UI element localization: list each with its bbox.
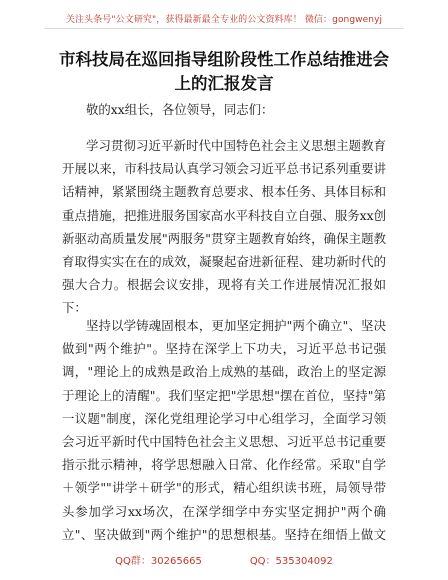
title-line-1: 市科技局在巡回指导组阶段性工作总结推进会	[59, 50, 389, 69]
footer-contact	[0, 552, 448, 567]
document-title	[58, 48, 390, 96]
header-promo-note: 关注头条号"公文研究"，获得最新最全专业的公文资料库！ 微信：gongwenyj	[65, 15, 383, 25]
footer-qq: QQ：535304092	[249, 556, 333, 567]
header-divider	[44, 28, 404, 29]
title-line-2: 上的汇报发言	[174, 74, 274, 93]
body-paragraph-1: 学习贯彻习近平新时代中国特色社会主义思想主题教育开展以来，市科技局认真学习领会习近平总书记系列重要讲话精神，紧紧围绕主题教育总要求、根本任务、具体目标和重点措施，把推进服务国家高水平科技自立自强、服务xx创新驱动高质量发展"两服务"贯穿主题教育始终，确保主题教育取得实实在在的成效，凝聚起奋进新征程、建功新时代的强大合力。根据会议安排，现将有关工作进展情况汇报如下：	[62, 138, 386, 316]
salutation: 敬的xx组长，各位领导，同志们：	[86, 102, 274, 117]
footer-qq-group: QQ群：30265665	[115, 556, 202, 567]
body-paragraph-2: 坚持以学铸魂固根本，更加坚定拥护"两个确立"、坚决做到"两个维护"。坚持在深学上下功夫，习近平总书记强调，"理论上的成熟是政治上成熟的基础，政治上的坚定源于理论上的清醒"。我们坚定把"学思想"摆在首位，坚持"第一议题"制度，深化党组理论学习中心组学习，全面学习领会习近平新时代中国特色社会主义思想、习近平总书记重要指示批示精神，将学思想融入日常、化作经常。采取"自学＋领学""讲学＋研学"的形式，精心组织读书班，局领导带头参加学习xx场次，在深学细学中夯实坚定拥护"两个确立"、坚决做到"两个维护"的思想根基。坚持在细悟上做文	[62, 318, 386, 542]
